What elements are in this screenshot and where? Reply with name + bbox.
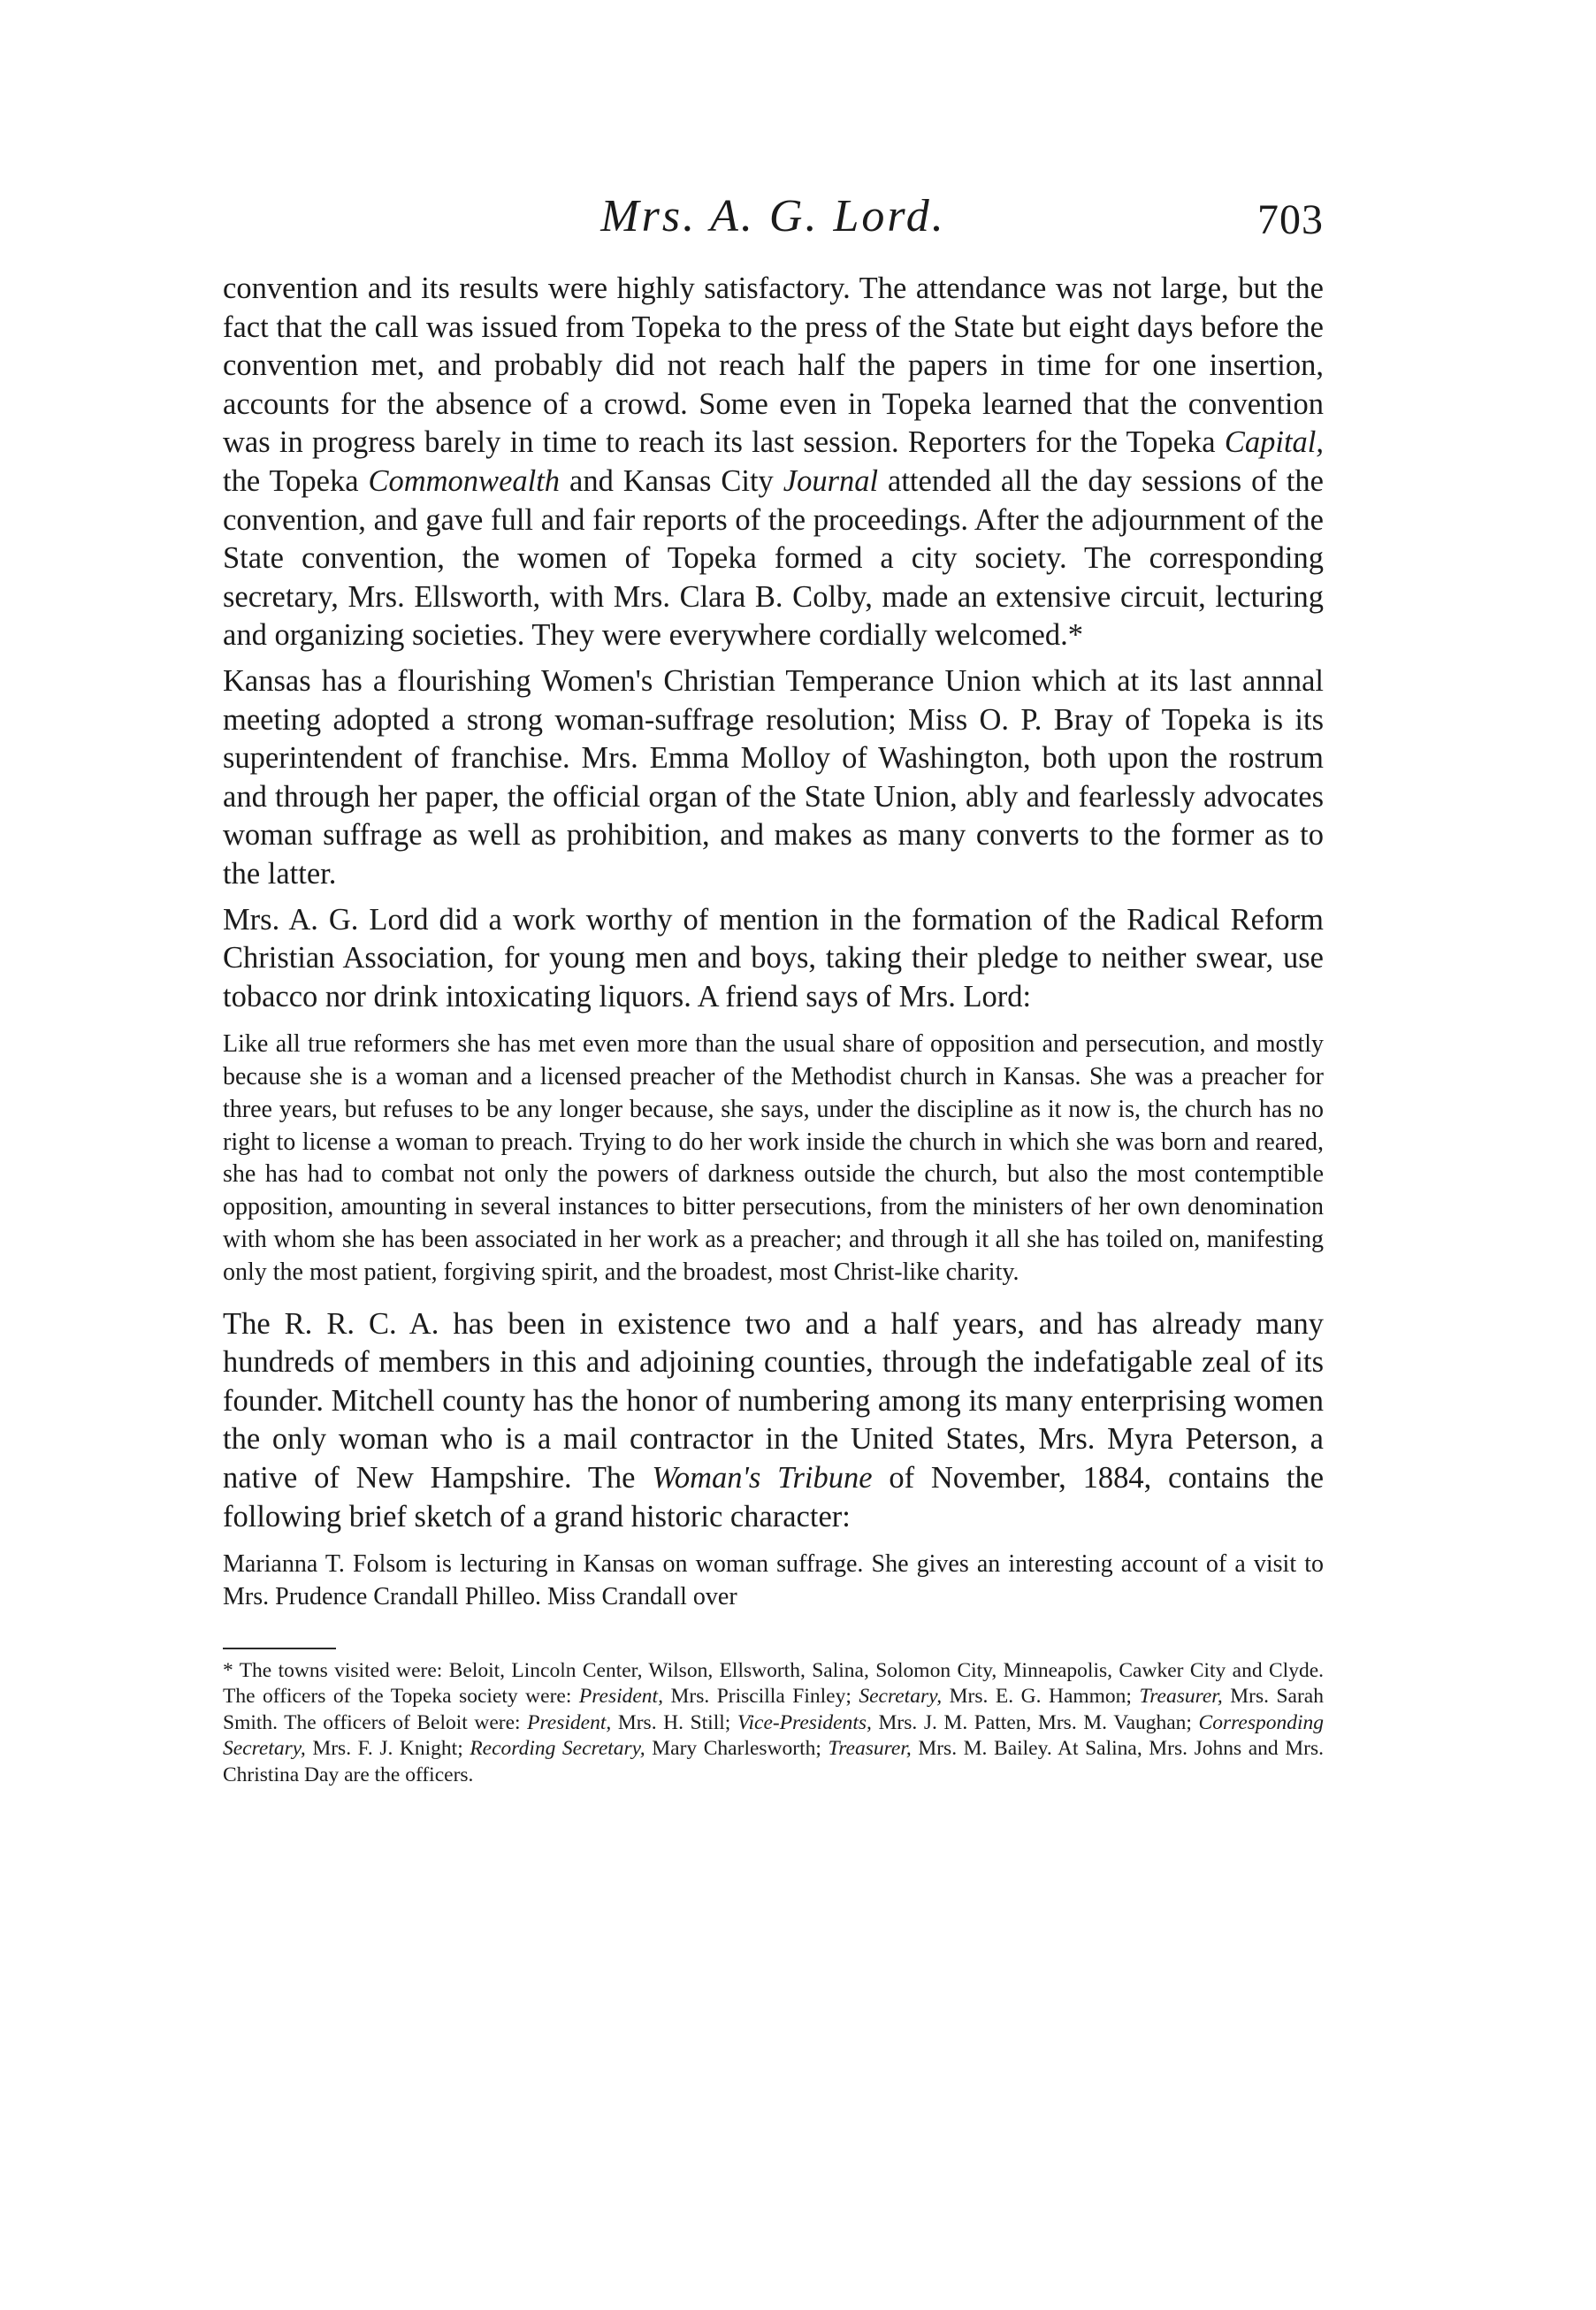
footnote-rule: [223, 1648, 336, 1649]
footnote-text-a: * The towns visited were: Beloit, Lincoln Center, Wilson, Ellsworth, Salina, Solomon City, Minneapolis, Cawker City and Clyde. The officers of the Topeka society were:: [223, 1658, 1324, 1709]
running-title: Mrs. A. G. Lord.: [600, 191, 946, 241]
newspaper-womans-tribune: Woman's Tribune: [652, 1461, 873, 1495]
footnote-president-label: President,: [578, 1685, 663, 1709]
newspaper-commonwealth: Commonwealth: [368, 463, 561, 498]
footnote-text-i: Mrs. M. Bailey. At Salina, Mrs. Johns and Mrs. Christina Day are the officers.: [223, 1737, 1325, 1786]
paragraph-convention-text-b: the Topeka: [223, 463, 369, 498]
paragraph-rrca: [223, 1305, 1324, 1537]
footnote-text-h: Mary Charlesworth;: [645, 1737, 829, 1761]
book-page: [223, 190, 1324, 1788]
newspaper-journal: Journal: [783, 463, 879, 498]
paragraph-convention-text-a: convention and its results were highly satisfactory. The attendance was not large, but the fact that the call was issued from Topeka to the press of the State but eight days before the convention met, and probably did not reach half the papers in time for one insertion, accounts for the absence of a crowd. Some even in Topeka learned that the convention was in progress barely in time to reach its last session. Reporters for the Topeka: [223, 272, 1324, 460]
footnote-corresponding-secretary-label: Corresponding Secretary,: [223, 1710, 1324, 1761]
paragraph-mrs-lord: Mrs. A. G. Lord did a work worthy of mention in the formation of the Radical Reform Christian Association, for young men and boys, taking their pledge to neither swear, use tobacco nor drink intoxicating liquors. A friend says of Mrs. Lord:: [223, 902, 1324, 1013]
footnote-treasurer-label: Treasurer,: [1139, 1685, 1223, 1709]
page-number: 703: [1257, 196, 1324, 243]
footnote-recording-secretary-label: Recording Secretary,: [470, 1737, 645, 1761]
footnote-beloit-president-label: President,: [527, 1710, 612, 1734]
footnote-beloit-treasurer-label: Treasurer,: [828, 1737, 912, 1761]
paragraph-rrca-text-a: The R. R. C. A. has been in existence two and a half years, and has already many hundreds of members in this and adjoining counties, through the indefatigable zeal of its founder. Mitchell county has the honor of numbering among its many enterprising women the only woman who is a mail contractor in the United States, Mrs. Myra Peterson, a native of New Hampshire. The: [223, 1306, 1324, 1495]
newspaper-capital: Capital,: [1224, 425, 1324, 460]
footnote-text-g: Mrs. F. J. Knight;: [305, 1737, 470, 1761]
paragraph-convention-text-d: attended all the day sessions of the convention, and gave full and fair reports of the proceedings. After the adjournment of the State convention, the women of Topeka formed a city society. The corresponding secretary, Mrs. Ellsworth, with Mrs. Clara B. Colby, made an extensive circuit, lecturing and organizing societies. They were everywhere cordially welcomed.*: [223, 463, 1324, 653]
running-head: [223, 190, 1324, 270]
quote-friend-on-mrs-lord: Like all true reformers she has met even more than the usual share of opposition and persecution, and mostly because she is a woman and a licensed preacher of the Methodist church in Kansas. She was a preacher for three years, but refuses to be any longer because, she says, under the discipline as it now is, the church has no right to license a woman to preach. Trying to do her work inside the church in which she was born and reared, she has had to combat not only the powers of darkness outside the church, but also the most contemptible opposition, amounting in several instances to bitter persecutions, from the ministers of her own denomination with whom she has been associated in her work as a preacher; and through it all she has toiled on, manifesting only the most patient, forgiving spirit, and the broadest, most Christ-like charity.: [223, 1030, 1324, 1286]
paragraph-convention: [223, 270, 1324, 655]
footnote-text-e: Mrs. H. Still;: [611, 1710, 737, 1734]
footnote-text-f: Mrs. J. M. Patten, Mrs. M. Vaughan;: [871, 1710, 1199, 1734]
quote-folsom: Marianna T. Folsom is lecturing in Kansas on woman suffrage. She gives an interesting account of a visit to Mrs. Prudence Crandall Philleo. Miss Crandall over: [223, 1550, 1324, 1611]
footnote-text-c: Mrs. E. G. Hammon;: [942, 1685, 1140, 1709]
footnote-vice-presidents-label: Vice-Presidents,: [737, 1710, 872, 1734]
footnote: [223, 1658, 1324, 1789]
footnote-secretary-label: Secretary,: [859, 1685, 943, 1709]
footnote-text-b: Mrs. Priscilla Finley;: [662, 1685, 859, 1709]
footnote-text-d: Mrs. Sarah Smith. The officers of Beloit were:: [223, 1685, 1324, 1734]
paragraph-temperance-union: Kansas has a flourishing Women's Christian Temperance Union which at its last annnal meeting adopted a strong woman-suffrage resolution; Miss O. P. Bray of Topeka is its superintendent of franchise. Mrs. Emma Molloy of Washington, both upon the rostrum and through her paper, the official organ of the State Union, ably and fearlessly advocates woman suffrage as well as prohibition, and makes as many converts to the former as to the latter.: [223, 663, 1324, 891]
paragraph-convention-text-c: and Kansas City: [560, 463, 783, 498]
paragraph-rrca-text-b: of November, 1884, contains the following brief sketch of a grand historic character:: [223, 1461, 1325, 1534]
